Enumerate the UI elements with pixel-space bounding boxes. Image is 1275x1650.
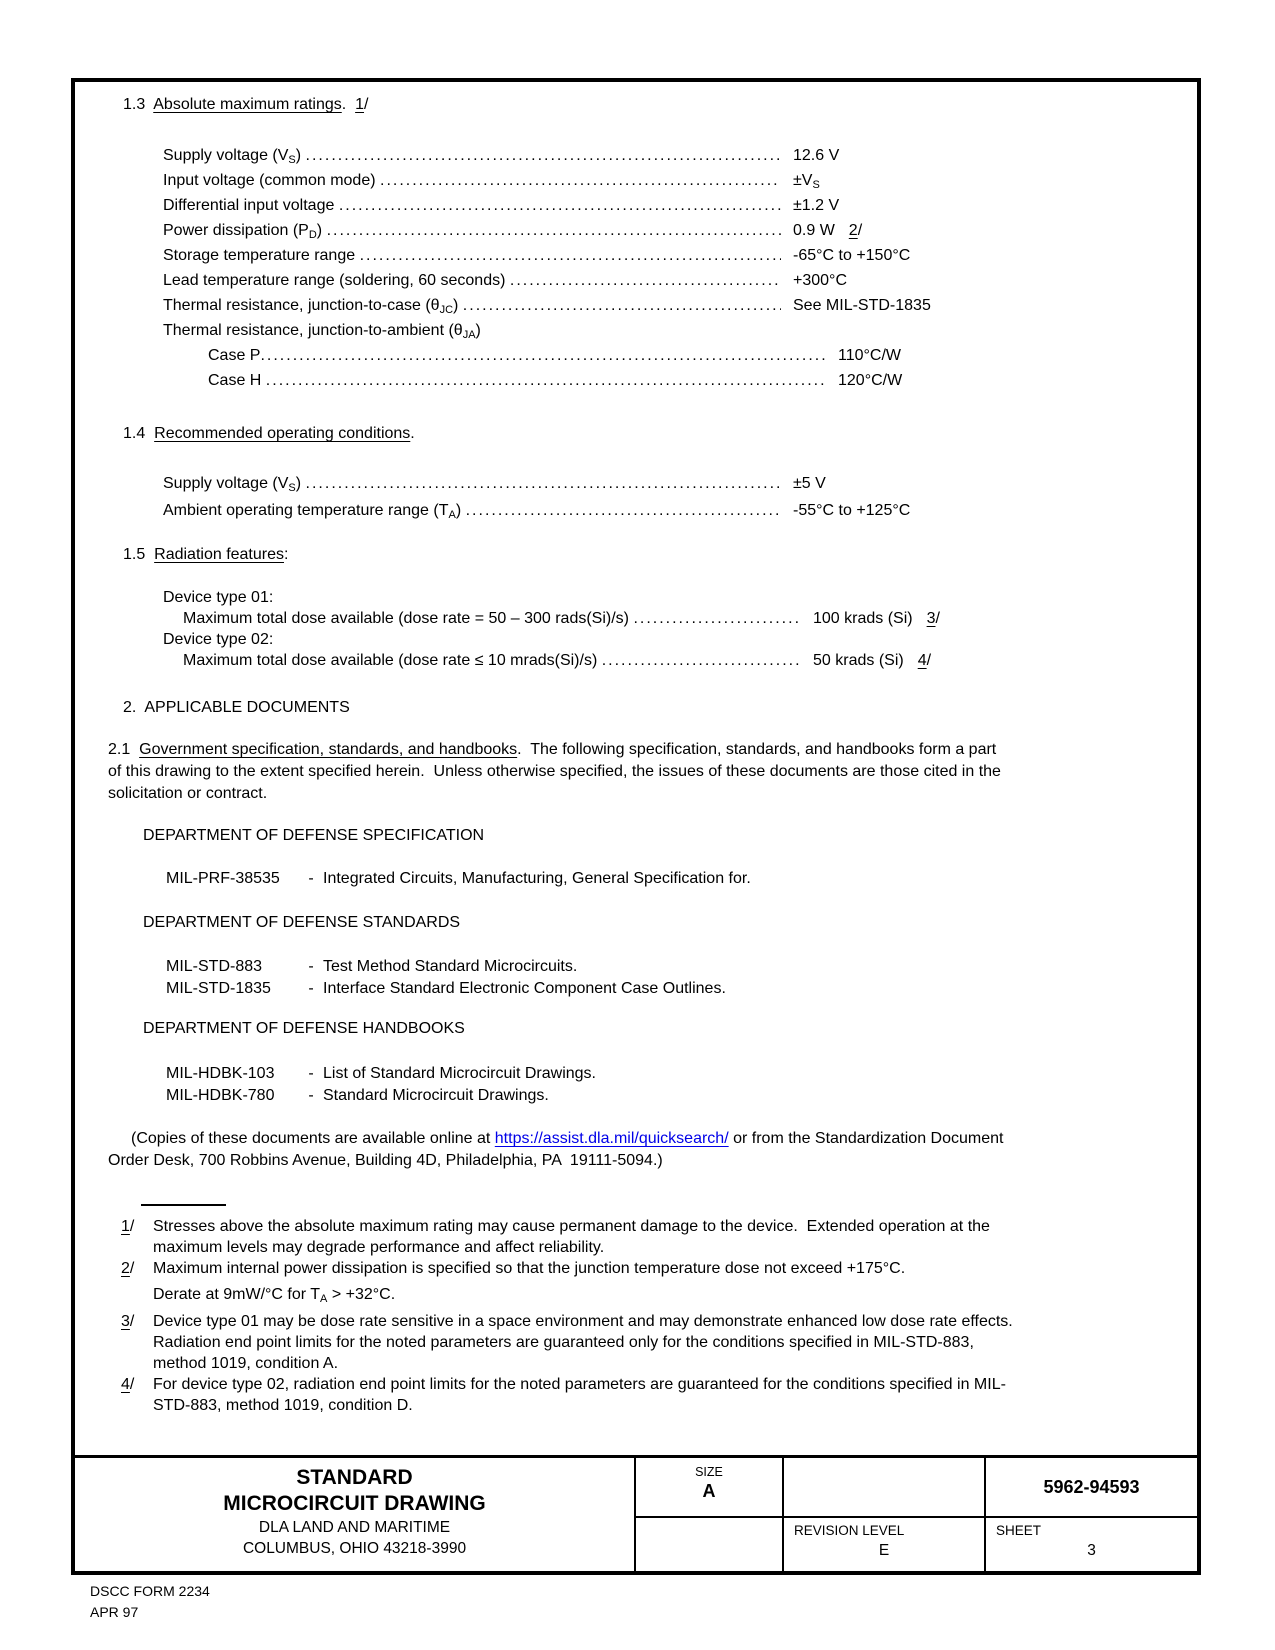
dod-handbooks-heading: DEPARTMENT OF DEFENSE HANDBOOKS — [143, 1020, 465, 1037]
dot-leader — [360, 243, 781, 268]
revision-level-label: REVISION LEVEL — [794, 1523, 905, 1538]
dot-leader — [466, 497, 781, 524]
spec-value: 50 krads (Si) — [813, 652, 904, 669]
spec-row: Thermal resistance, junction-to-case $(\theta_{JC})$ ..... See MIL-STD-1835 — [163, 293, 1197, 318]
footnote-ref: 3/ — [926, 610, 940, 627]
spec-value: 100 krads (Si) — [813, 610, 913, 627]
absolute-maximum-ratings-list — [163, 143, 1197, 393]
dash-separator: - — [308, 1087, 314, 1104]
footnote-ref: 2/ — [848, 222, 863, 239]
text-line: Device type 01 may be dose rate sensitive in a space environment and may demonstrate enhanced low dose rate effects. — [153, 1313, 1013, 1330]
spec-row: Maximum total dose available (dose rate ≤ 10 mrads(Si)/s) ..... 50 krads (Si) 4/ — [163, 650, 1197, 671]
document-title: Standard Microcircuit Drawings. — [323, 1087, 549, 1104]
spec-value: -65°C to +150°C — [793, 247, 911, 264]
drawing-number-cell — [984, 1458, 1197, 1571]
spec-row: Case P ..... 110°C/W — [163, 343, 1197, 368]
dot-leader — [463, 293, 781, 318]
document-reference-row — [166, 1063, 1197, 1085]
spec-row: Device type 01: — [163, 589, 274, 606]
dot-leader — [602, 650, 801, 671]
footnote-text — [153, 1258, 1197, 1305]
dot-leader — [266, 368, 826, 393]
text-line: Stresses above the absolute maximum rating may cause permanent damage to the device. Extended operation at the — [153, 1218, 990, 1235]
document-code: MIL-HDBK-103 — [166, 1065, 275, 1082]
copies-availability-paragraph — [108, 1128, 1197, 1172]
footnote-number: 3/ — [121, 1313, 135, 1330]
drawing-number: 5962-94593 — [1043, 1476, 1140, 1497]
revision-cell — [782, 1458, 984, 1571]
sheet-value: 3 — [1087, 1542, 1096, 1559]
dash-separator: - — [308, 870, 314, 887]
dot-leader — [306, 143, 781, 168]
drawing-title-line1: STANDARD — [296, 1466, 413, 1489]
text-line: method 1019, condition A. — [153, 1355, 339, 1372]
section-1-5-heading: 1.5 Radiation features: — [123, 546, 289, 563]
section-2-1-paragraph — [108, 739, 1197, 805]
dash-separator: - — [308, 958, 314, 975]
text-line: maximum levels may degrade performance and affect reliability. — [153, 1239, 605, 1256]
spec-value: ±5 V — [793, 475, 826, 492]
dash-separator: - — [308, 980, 314, 997]
document-title: Interface Standard Electronic Component Case Outlines. — [323, 980, 726, 997]
text-line: 2.1 Government specification, standards, and handbooks. The following specification, standards, and handbooks form a part — [108, 741, 997, 758]
document-title: Integrated Circuits, Manufacturing, General Specification for. — [323, 870, 751, 887]
text-line: STD-883, method 1019, condition D. — [153, 1397, 413, 1414]
spec-row: Differential input voltage ..... ±1.2 V — [163, 193, 1197, 218]
spec-row: Device type 02: — [163, 631, 274, 648]
organization-name: DLA LAND AND MARITIME — [258, 1519, 451, 1536]
footnote-1 — [108, 1216, 1197, 1258]
document-reference-row — [166, 1085, 1197, 1107]
form-identifier — [90, 1581, 210, 1623]
spec-row: Supply voltage $(V_S)$ ..... ±5 V — [163, 470, 1197, 497]
spec-row: Supply voltage $(V_S)$ ..... 12.6 V — [163, 143, 1197, 168]
footnote-3 — [108, 1311, 1197, 1374]
document-code: MIL-STD-883 — [166, 958, 263, 975]
spec-row: Storage temperature range ..... -65°C to +150°C — [163, 243, 1197, 268]
form-date: APR 97 — [90, 1604, 139, 1620]
dot-leader — [260, 343, 826, 368]
dot-leader — [633, 608, 801, 629]
document-code: MIL-STD-1835 — [166, 980, 271, 997]
radiation-features-list — [163, 587, 1197, 671]
footnote-number: 1/ — [121, 1218, 135, 1235]
dot-leader — [306, 470, 781, 497]
spec-value: -55°C to +125°C — [793, 502, 911, 519]
drawing-title-line2: MICROCIRCUIT DRAWING — [223, 1492, 486, 1515]
revision-cell-empty — [784, 1458, 984, 1516]
spec-value: ±1.2 V — [793, 197, 840, 214]
document-reference-row — [166, 978, 1197, 1000]
text-line: of this drawing to the extent specified herein. Unless otherwise specified, the issues of these documents are those cited in the — [108, 763, 1001, 780]
section-1-4-heading: 1.4 Recommended operating conditions. — [123, 425, 415, 442]
footnote-number: 4/ — [121, 1376, 135, 1393]
text-line: (Copies of these documents are available online at https://assist.dla.mil/quicksearch/ or from the Standardization Document — [131, 1130, 1004, 1147]
organization-address: COLUMBUS, OHIO 43218-3990 — [242, 1540, 467, 1557]
spec-row: Ambient operating temperature range $(T_A)$ ..... -55°C to +125°C — [163, 497, 1197, 524]
text-line: Derate at 9mW/°C for $T_A > +32^\circ C$. — [153, 1286, 396, 1305]
spec-value: 0.9 W — [793, 222, 835, 239]
spec-row: Case H ..... 120°C/W — [163, 368, 1197, 393]
spec-value: $\pm V_S$ — [793, 172, 820, 191]
footnote-separator — [141, 1204, 226, 1206]
dod-handbooks-refs — [166, 1063, 1197, 1107]
spec-value: 110°C/W — [838, 347, 902, 364]
footnote-ref: 4/ — [917, 652, 932, 669]
document-code: MIL-HDBK-780 — [166, 1087, 275, 1104]
footnote-ref: 1/ — [355, 96, 369, 113]
size-label: SIZE — [695, 1465, 723, 1479]
page-border-frame — [71, 78, 1201, 1575]
form-number: DSCC FORM 2234 — [90, 1583, 210, 1599]
title-block — [75, 1455, 1197, 1571]
dod-standards-heading: DEPARTMENT OF DEFENSE STANDARDS — [143, 914, 461, 931]
size-cell-empty — [636, 1516, 782, 1571]
dash-separator: - — [308, 1065, 314, 1082]
text-line: For device type 02, radiation end point limits for the noted parameters are guaranteed for the conditions specified in MIL- — [153, 1376, 1006, 1393]
page-content — [75, 82, 1197, 1416]
dot-leader — [380, 168, 781, 193]
size-cell — [634, 1458, 782, 1571]
recommended-operating-conditions-list — [163, 470, 1197, 524]
footnote-2 — [108, 1258, 1197, 1305]
text-line: solicitation or contract. — [108, 785, 268, 802]
dod-standards-refs — [166, 956, 1197, 1000]
dot-leader — [327, 218, 781, 243]
text-line: Radiation end point limits for the noted parameters are guaranteed only for the conditions specified in MIL-STD-883, — [153, 1334, 974, 1351]
dot-leader — [510, 268, 781, 293]
dod-specification-refs — [166, 868, 1197, 890]
section-2-heading: 2. APPLICABLE DOCUMENTS — [123, 699, 350, 716]
spec-value: 120°C/W — [838, 372, 903, 389]
title-block-left-cell — [75, 1458, 634, 1571]
spec-row: Power dissipation $(P_D)$ ..... 0.9 W 2/ — [163, 218, 1197, 243]
footnote-4 — [108, 1374, 1197, 1416]
spec-row: Maximum total dose available (dose rate = 50 – 300 rads(Si)/s) ..... 100 krads (Si) 3/ — [163, 608, 1197, 629]
document-title: Test Method Standard Microcircuits. — [323, 958, 578, 975]
footnote-number: 2/ — [121, 1260, 135, 1277]
sheet-label: SHEET — [996, 1523, 1042, 1538]
footnote-text — [153, 1374, 1197, 1416]
spec-row: Lead temperature range (soldering, 60 seconds) ..... +300°C — [163, 268, 1197, 293]
spec-value: See MIL-STD-1835 — [793, 297, 931, 314]
document-title: List of Standard Microcircuit Drawings. — [323, 1065, 596, 1082]
text-line: Order Desk, 700 Robbins Avenue, Building 4D, Philadelphia, PA 19111-5094.) — [108, 1152, 663, 1169]
footnote-text — [153, 1216, 1197, 1258]
spec-value: 12.6 V — [793, 147, 840, 164]
revision-level-value: E — [878, 1542, 890, 1559]
spec-row: Thermal resistance, junction-to-ambient $(\theta_{JA})$ — [163, 322, 481, 341]
footnotes — [108, 1216, 1197, 1416]
size-value: A — [702, 1481, 716, 1501]
spec-row: Input voltage (common mode) ..... $\pm V_S$ — [163, 168, 1197, 193]
spec-value: +300°C — [793, 272, 847, 289]
footnote-text — [153, 1311, 1197, 1374]
dot-leader — [339, 193, 781, 218]
quicksearch-link[interactable]: https://assist.dla.mil/quicksearch/ — [494, 1130, 729, 1147]
document-reference-row — [166, 868, 1197, 890]
dod-specification-heading: DEPARTMENT OF DEFENSE SPECIFICATION — [143, 827, 485, 844]
section-1-3-heading: 1.3 Absolute maximum ratings. 1/ — [123, 96, 369, 113]
document-code: MIL-PRF-38535 — [166, 870, 280, 887]
text-line: Maximum internal power dissipation is specified so that the junction temperature dose not exceed +175°C. — [153, 1260, 906, 1277]
document-reference-row — [166, 956, 1197, 978]
